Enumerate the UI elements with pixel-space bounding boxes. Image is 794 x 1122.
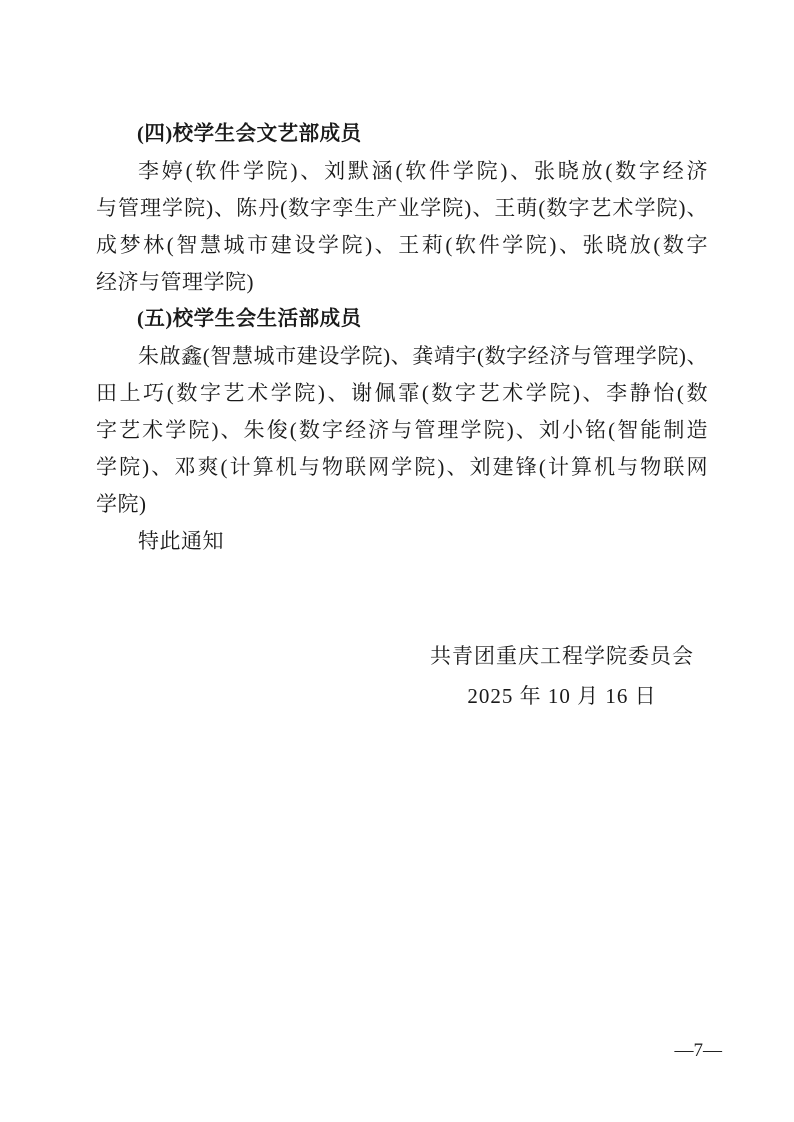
section-4-line-3: 成梦林(智慧城市建设学院)、王莉(软件学院)、张晓放(数字 bbox=[96, 233, 708, 257]
section-5-line-4: 学院)、邓爽(计算机与物联网学院)、刘建锋(计算机与物联网 bbox=[96, 455, 708, 479]
section-5-line-1: 朱啟鑫(智慧城市建设学院)、龚靖宇(数字经济与管理学院)、 bbox=[138, 344, 708, 368]
section-5-line-5: 学院) bbox=[96, 492, 147, 516]
page-number: —7— bbox=[674, 1040, 722, 1061]
closing-phrase: 特此通知 bbox=[138, 529, 224, 553]
document-body bbox=[96, 116, 708, 560]
section-5-heading: (五)校学生会生活部成员 bbox=[137, 308, 362, 330]
issuer-signature: 共青团重庆工程学院委员会 bbox=[430, 644, 694, 668]
section-4-line-4: 经济与管理学院) bbox=[96, 270, 254, 294]
section-4-line-1: 李婷(软件学院)、刘默涵(软件学院)、张晓放(数字经济 bbox=[138, 159, 708, 183]
issue-date: 2025 年 10 月 16 日 bbox=[467, 684, 657, 708]
section-4-line-2: 与管理学院)、陈丹(数字孪生产业学院)、王萌(数字艺术学院)、 bbox=[96, 196, 708, 220]
section-5-line-2: 田上巧(数字艺术学院)、谢佩霏(数字艺术学院)、李静怡(数 bbox=[96, 381, 708, 405]
section-5-line-3: 字艺术学院)、朱俊(数字经济与管理学院)、刘小铭(智能制造 bbox=[96, 418, 708, 442]
section-4-heading: (四)校学生会文艺部成员 bbox=[137, 123, 362, 145]
